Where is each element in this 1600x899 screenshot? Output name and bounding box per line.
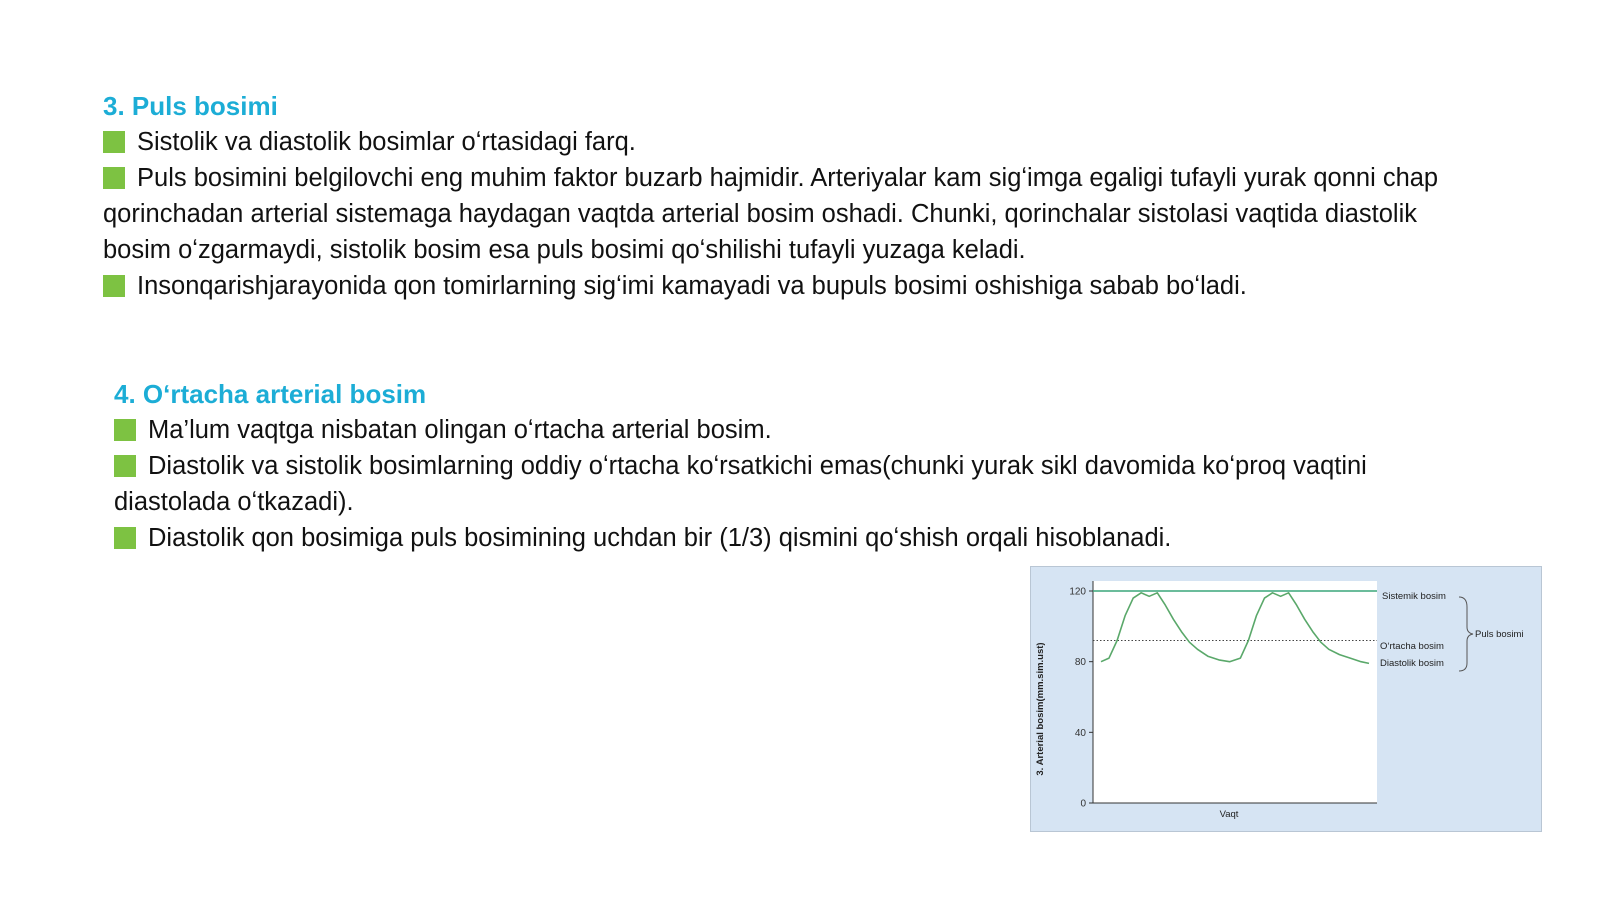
paragraph-text: Ma’lum vaqtga nisbatan olingan oʻrtacha arterial bosim. <box>148 416 772 444</box>
y-tick-label: 120 <box>1069 586 1086 598</box>
label-diastolik-bosim: Diastolik bosim <box>1380 658 1444 669</box>
label-puls-bosimi: Puls bosimi <box>1475 629 1524 640</box>
label-ortacha-bosim: Oʻrtacha bosim <box>1380 641 1444 652</box>
paragraph-text: Sistolik va diastolik bosimlar oʻrtasidagi farq. <box>137 128 636 156</box>
paragraph <box>114 412 1414 448</box>
paragraph-text: Diastolik va sistolik bosimlarning oddiy oʻrtacha koʻrsatkichi emas(chunki yurak sikl davomida koʻproq vaqtini diastolada oʻtkazadi). <box>114 452 1367 516</box>
y-tick-label: 0 <box>1080 798 1086 810</box>
section-heading: 4. Oʻrtacha arterial bosim <box>114 379 427 409</box>
section-puls-bosimi <box>103 88 1463 304</box>
chart-canvas <box>1031 567 1543 833</box>
square-bullet-icon <box>114 419 136 441</box>
x-axis-label: Vaqt <box>1219 809 1239 820</box>
paragraph <box>114 448 1414 520</box>
y-ticks <box>1069 587 1093 810</box>
square-bullet-icon <box>114 455 136 477</box>
paragraph <box>103 268 1463 304</box>
y-tick-label: 40 <box>1074 727 1086 739</box>
square-bullet-icon <box>103 131 125 153</box>
paragraph <box>103 160 1463 268</box>
label-sistemik-bosim: Sistemik bosim <box>1382 591 1446 602</box>
section-ortacha-arterial-bosim <box>114 376 1414 556</box>
puls-bosimi-brace-icon <box>1459 597 1473 671</box>
paragraph <box>114 520 1414 556</box>
y-tick-label: 80 <box>1074 657 1086 669</box>
square-bullet-icon <box>103 167 125 189</box>
paragraph-text: Insonqarishjarayonida qon tomirlarning sigʻimi kamayadi va bupuls bosimi oshishiga sabab boʻladi. <box>137 272 1247 300</box>
paragraph-text: Diastolik qon bosimiga puls bosimining uchdan bir (1/3) qismini qoʻshish orqali hisoblanadi. <box>148 524 1172 552</box>
paragraph <box>103 124 1463 160</box>
y-axis-label: 3. Arterial bosim(mm.sim.ust) <box>1035 642 1046 776</box>
square-bullet-icon <box>103 275 125 297</box>
square-bullet-icon <box>114 527 136 549</box>
blood-pressure-chart <box>1030 566 1542 832</box>
plot-area <box>1093 581 1377 803</box>
paragraph-text: Puls bosimini belgilovchi eng muhim faktor buzarb hajmidir. Arteriyalar kam sigʻimga egaligi tufayli yurak qonni chap qorinchadan arterial sistemaga haydagan vaqtda arterial bosim oshadi. Chunki, qorinchalar sistolasi vaqtida diastolik bosim oʻzgarmaydi, sistolik bosim esa puls bosimi qoʻshilishi tufayli yuzaga keladi. <box>103 164 1439 264</box>
section-heading: 3. Puls bosimi <box>103 91 278 121</box>
